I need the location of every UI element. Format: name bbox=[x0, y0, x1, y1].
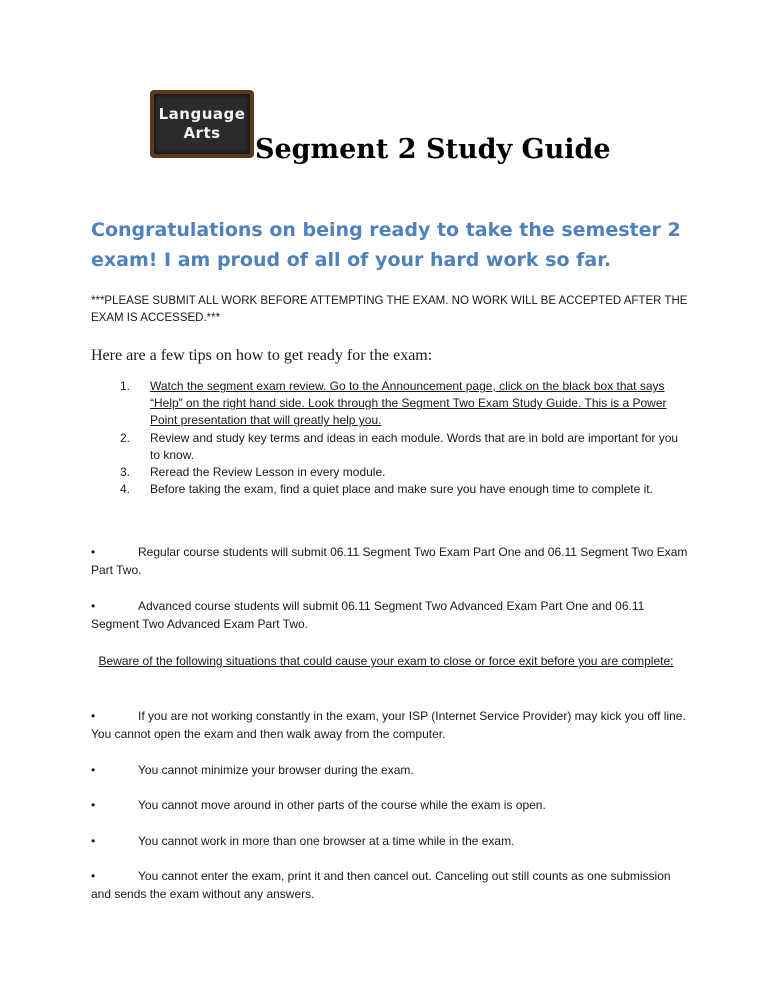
situation-text: You cannot move around in other parts of the course while the exam is open. bbox=[138, 798, 546, 812]
bullet-icon: • bbox=[91, 545, 96, 559]
language-arts-logo bbox=[150, 90, 254, 158]
tip-text: Watch the segment exam review. Go to the Announcement page, click on the black box that says “Help” on the right hand side. Look through the Segment Two Exam Study Guide. This is a Power Point presentation that will greatly help you. bbox=[150, 379, 667, 428]
chalkboard-image bbox=[154, 94, 250, 154]
situation-text: You cannot enter the exam, print it and then cancel out. Canceling out still counts as one submission and sends the exam without any answers. bbox=[91, 869, 671, 901]
bullet-icon: • bbox=[91, 869, 96, 883]
page-title: Segment 2 Study Guide bbox=[255, 134, 611, 165]
beware-heading: Beware of the following situations that could cause your exam to close or force exit before you are complete: bbox=[98, 654, 674, 668]
tip-text: Review and study key terms and ideas in each module. Words that are in bold are important for you to know. bbox=[150, 430, 679, 462]
tip-number: 2. bbox=[120, 430, 131, 445]
course-bullet-regular bbox=[91, 543, 691, 579]
congratulations-heading: Congratulations on being ready to take the semester 2 exam! I am proud of all of your hard work so far. bbox=[91, 219, 681, 271]
course-bullet-text: Regular course students will submit 06.11 Segment Two Exam Part One and 06.11 Segment Two Exam Part Two. bbox=[91, 545, 688, 577]
tips-intro: Here are a few tips on how to get ready for the exam: bbox=[91, 347, 433, 364]
tip-number: 1. bbox=[120, 379, 131, 393]
tip-item bbox=[91, 378, 681, 430]
submission-warning: ***PLEASE SUBMIT ALL WORK BEFORE ATTEMPTING THE EXAM. NO WORK WILL BE ACCEPTED AFTER THE EXAM IS ACCESSED.*** bbox=[91, 295, 688, 324]
tip-item bbox=[91, 464, 681, 481]
tip-item bbox=[91, 481, 681, 498]
situation-text: You cannot minimize your browser during the exam. bbox=[138, 763, 414, 777]
situation-text: You cannot work in more than one browser at a time while in the exam. bbox=[138, 834, 515, 848]
situation-text: If you are not working constantly in the exam, your ISP (Internet Service Provider) may kick you off line. You cannot open the exam and then walk away from the computer. bbox=[91, 709, 686, 741]
tip-number: 4. bbox=[120, 482, 131, 497]
situation-bullet bbox=[91, 796, 691, 814]
bullet-icon: • bbox=[91, 599, 96, 613]
course-bullet-advanced bbox=[91, 597, 691, 633]
tip-item bbox=[91, 430, 681, 464]
situation-bullet bbox=[91, 867, 691, 903]
situation-bullet bbox=[91, 761, 691, 779]
bullet-icon: • bbox=[91, 763, 96, 777]
tip-number: 3. bbox=[120, 465, 131, 480]
situation-bullet bbox=[91, 832, 691, 850]
logo-text-arts: Arts bbox=[183, 124, 221, 142]
tip-text: Reread the Review Lesson in every module. bbox=[150, 465, 386, 480]
tip-text: Before taking the exam, find a quiet place and make sure you have enough time to complete it. bbox=[150, 482, 653, 497]
bullet-icon: • bbox=[91, 798, 96, 812]
bullet-icon: • bbox=[91, 834, 96, 848]
logo-text-language: Language bbox=[158, 105, 246, 123]
bullet-icon: • bbox=[91, 709, 96, 723]
situation-bullet bbox=[91, 707, 691, 743]
course-bullet-text: Advanced course students will submit 06.11 Segment Two Advanced Exam Part One and 06.11 Segment Two Advanced Exam Part Two. bbox=[91, 599, 645, 631]
tips-list bbox=[91, 378, 681, 498]
